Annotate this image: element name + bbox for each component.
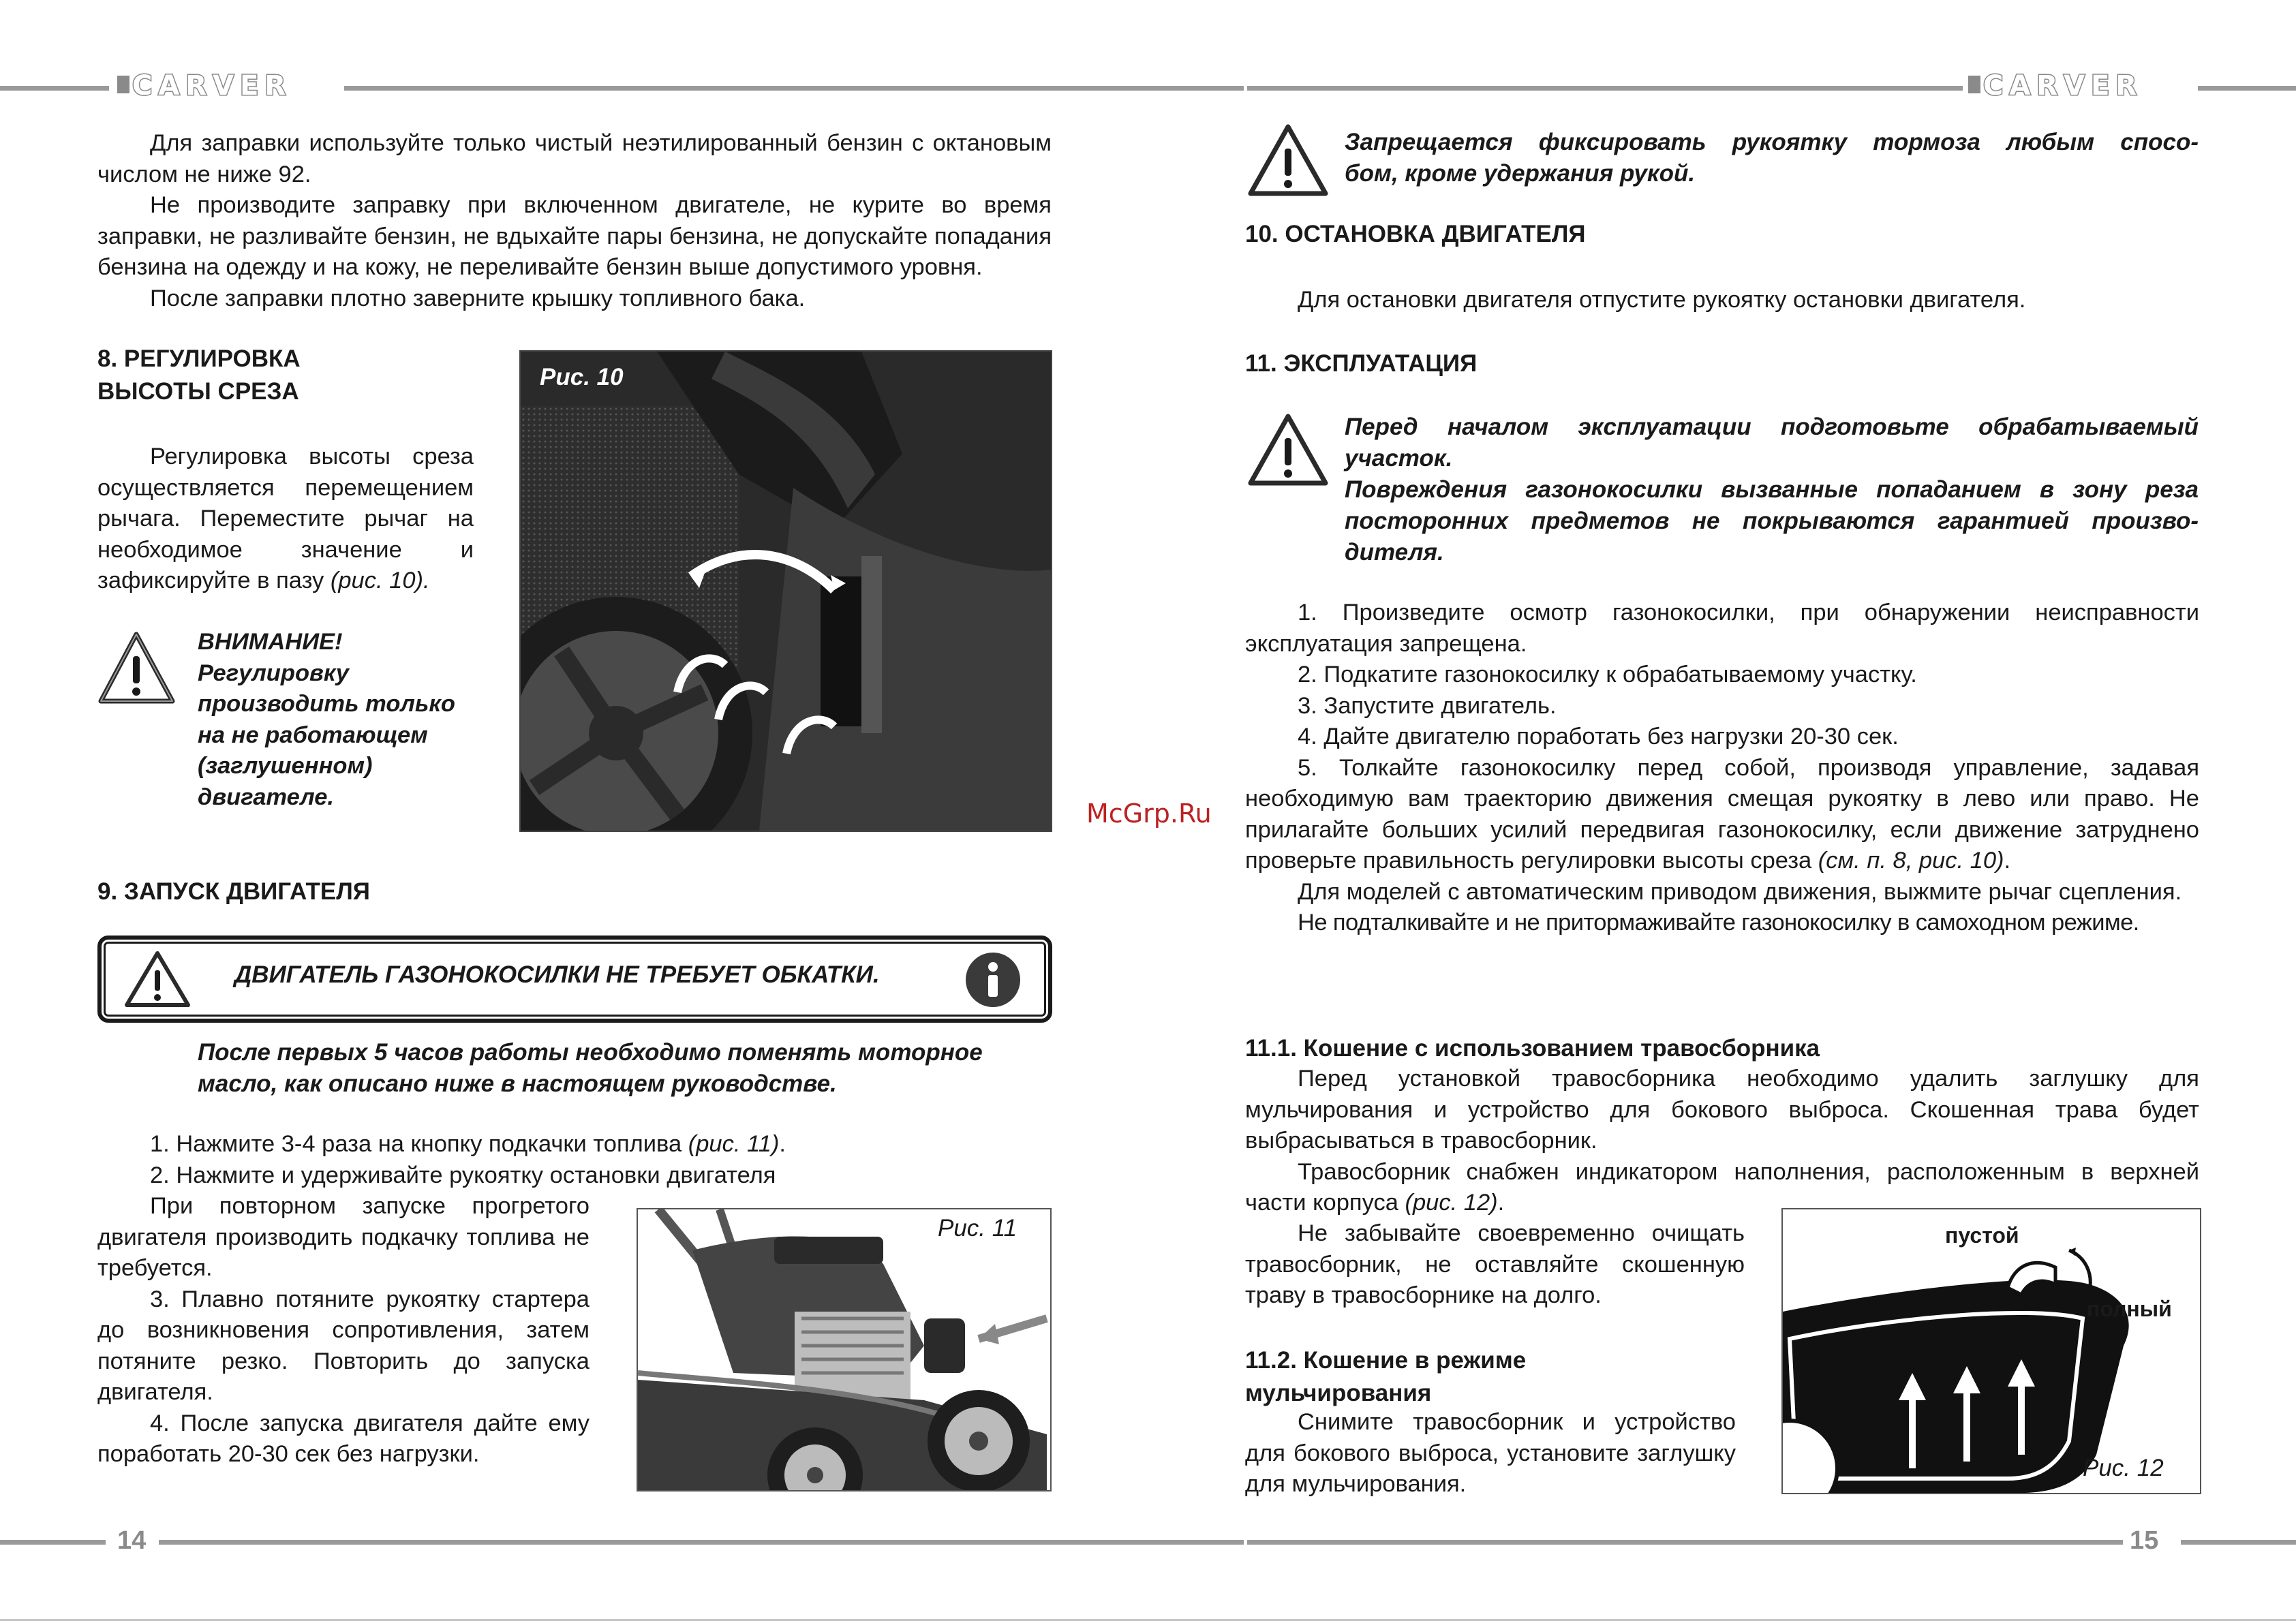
header-rule-right-2 (2198, 86, 2296, 91)
section11-body (1245, 598, 2199, 939)
logo-mark-icon (1968, 76, 1980, 93)
footer-rule-left (0, 1540, 106, 1545)
section8-body-text: Регулировка высоты среза осуществляется перемещением рычага. Переместите рычаг на необходимое значение и зафиксируйте в пазу (97, 444, 474, 593)
brand-name: CARVER (132, 70, 292, 102)
fig12-reference: (рис. 12) (1405, 1190, 1498, 1216)
warning-line: ВНИМАНИЕ! (198, 629, 343, 655)
warning-icon (1246, 123, 1330, 198)
fig10-photo (519, 350, 1052, 832)
info-icon (965, 952, 1021, 1008)
section11-2-body (1245, 1407, 1736, 1500)
section11-warning-line: участок. (1345, 445, 1453, 472)
section11-1-body-2 (1245, 1218, 1745, 1312)
indicator-empty-label: пустой (1945, 1223, 2019, 1248)
fig10-label: Рис. 10 (540, 364, 624, 390)
section8-reference: (см. п. 8, рис. 10) (1818, 848, 2004, 874)
section8-title-line: ВЫСОТЫ СРЕЗА (97, 378, 299, 405)
step-text: 2. Нажмите и удерживайте рукоятку остановки двигателя (150, 1162, 776, 1188)
fig11-illustration (637, 1208, 1052, 1491)
operation-item: 5. Толкайте газонокосилку перед собой, производя управление, задавая необходимую вам траекторию движения смещая рукоятку в лево или право. Не прилагайте больших усилий передвигая газонокосилку, если движение затруднено проверьте правильность регулировки высоты среза (1245, 754, 2199, 874)
operation-item: 3. Запустите двигатель. (1298, 692, 1557, 719)
intro-paragraph: Для заправки используйте только чистый неэтилированный бензин с октановым числом не ниже 92. (97, 130, 1052, 187)
clean-catcher-text: Не забывайте своевременно очищать травосборник, не оставляйте скошенную траву в травосборнике на долго. (1245, 1220, 1745, 1308)
indicator-text: Травосборник снабжен индикатором наполнения, расположенным в верхней части корпуса (1245, 1158, 2199, 1216)
step-text: 3. Плавно потяните рукоятку стартера до возникновения сопротивления, затем потяните резко. Повторить до запуска двигателя. (97, 1286, 590, 1405)
operation-item: 4. Дайте двигателю поработать без нагрузки 20-30 сек. (1298, 724, 1899, 749)
section8-title-line: 8. РЕГУЛИРОВКА (97, 345, 301, 372)
section10-body (1245, 285, 2199, 316)
fig11-label: Рис. 11 (938, 1215, 1017, 1241)
bottom-edge-line (0, 1619, 2296, 1621)
intro-paragraph: После заправки плотно заверните крышку топливного бака. (150, 285, 806, 311)
section11-1-title: 11.1. Кошение с использованием травосборника (1245, 1035, 1820, 1062)
operation-item: 2. Подкатите газонокосилку к обрабатываемому участку. (1298, 662, 1917, 687)
no-push-text: Не подталкивайте и не притормаживайте газонокосилку в самоходном режиме. (1298, 910, 2139, 936)
section9-body (97, 1191, 590, 1470)
warning-line: Регулировку (198, 660, 349, 686)
mulching-text: Снимите травосборник и устройство для бокового выброса, установите заглушку для мульчирования. (1245, 1409, 1736, 1497)
warning-line: двигателе. (198, 784, 334, 810)
indicator-text-end: . (1497, 1190, 1505, 1216)
footer-rule-right (1247, 1540, 2123, 1545)
warm-start-text: При повторном запуске прогретого двигателя производить подкачку топлива не требуется. (97, 1193, 590, 1281)
header-rule-left-2 (344, 86, 1244, 91)
section11-warning-line: Повреждения газонокосилки вызванные попаданием в зону реза (1345, 476, 2199, 503)
grass-catcher-text: Перед установкой травосборника необходимо удалить заглушку для мульчирования и устройство для бокового выброса. Скошенная трава будет выбрасываться в травосборник. (1245, 1066, 2199, 1154)
oil-note-line: После первых 5 часов работы необходимо поменять моторное (198, 1039, 983, 1066)
warning-icon (97, 630, 176, 705)
step-text-end: . (779, 1131, 786, 1157)
oil-note-line: масло, как описано ниже в настоящем руководстве. (198, 1070, 837, 1097)
warning-line: производить только (198, 691, 455, 717)
page-number-right: 15 (2130, 1526, 2159, 1555)
watermark-text: McGrp.Ru (1086, 799, 1212, 829)
brand-logo-right (1968, 70, 2143, 102)
section11-2-title-line: мульчирования (1245, 1380, 1432, 1406)
fig12-illustration (1781, 1208, 2201, 1494)
section9-title: 9. ЗАПУСК ДВИГАТЕЛЯ (97, 878, 370, 905)
fig12-label: Рис. 12 (2083, 1455, 2164, 1481)
notice-text: ДВИГАТЕЛЬ ГАЗОНОКОСИЛКИ НЕ ТРЕБУЕТ ОБКАТКИ. (234, 961, 880, 988)
section11-warning-line: посторонних предметов не покрываются гарантией произво- (1345, 508, 2199, 534)
section8-title (97, 343, 301, 408)
section11-title: 11. ЭКСПЛУАТАЦИЯ (1245, 350, 1478, 377)
brake-warning (1345, 127, 2199, 189)
section11-1-body (1245, 1064, 2199, 1219)
auto-drive-text: Для моделей с автоматическим приводом движения, выжмите рычаг сцепления. (1298, 878, 2182, 905)
warning-line: на не работающем (198, 722, 428, 748)
section10-text: Для остановки двигателя отпустите рукоятку остановки двигателя. (1298, 287, 2026, 313)
warning-line: (заглушенном) (198, 753, 373, 779)
warning-icon (1246, 412, 1330, 487)
section10-title: 10. ОСТАНОВКА ДВИГАТЕЛЯ (1245, 221, 1586, 247)
brake-warning-line: Запрещается фиксировать рукоятку тормоза любым спосо- (1345, 129, 2199, 155)
section11-warning (1345, 412, 2199, 568)
brake-warning-line: бом, кроме удержания рукой. (1345, 160, 1696, 187)
section11-2-title (1245, 1344, 1526, 1410)
section8-body (97, 442, 474, 597)
brand-name: CARVER (1983, 70, 2143, 102)
oil-change-note (198, 1037, 983, 1100)
header-rule-left (0, 86, 109, 91)
warning-icon (123, 950, 192, 1008)
step-text: 1. Нажмите 3-4 раза на кнопку подкачки топлива (150, 1131, 688, 1157)
footer-rule-left-2 (159, 1540, 1244, 1545)
step-text: 4. После запуска двигателя дайте ему поработать 20-30 сек без нагрузки. (97, 1410, 590, 1467)
operation-item: 1. Произведите осмотр газонокосилки, при обнаружении неисправности эксплуатация запрещена. (1245, 600, 2199, 657)
page-number-left: 14 (117, 1526, 147, 1555)
fig11-reference: (рис. 11) (688, 1131, 780, 1157)
footer-rule-right-2 (2181, 1540, 2296, 1545)
section8-warning (198, 627, 455, 813)
section11-warning-line: Перед началом эксплуатации подготовьте обрабатываемый (1345, 414, 2199, 440)
indicator-full-label: полный (2087, 1297, 2172, 1321)
intro-text (97, 128, 1052, 314)
no-breakin-notice (97, 936, 1052, 1023)
operation-item-end: . (2004, 848, 2011, 874)
section11-2-title-line: 11.2. Кошение в режиме (1245, 1347, 1527, 1374)
logo-mark-icon (117, 76, 129, 93)
header-rule-right (1247, 86, 1963, 91)
section9-steps (97, 1129, 1052, 1191)
brand-logo-left (117, 70, 292, 102)
section11-warning-line: дителя. (1345, 539, 1444, 566)
fig10-reference: (рис. 10). (330, 568, 430, 593)
intro-paragraph: Не производите заправку при включенном двигателе, не курите во время заправки, не разливайте бензин, не вдыхайте пары бензина, не допускайте попадания бензина на одежду и на кожу, не переливайте бензин выше допустимого уровня. (97, 192, 1052, 280)
